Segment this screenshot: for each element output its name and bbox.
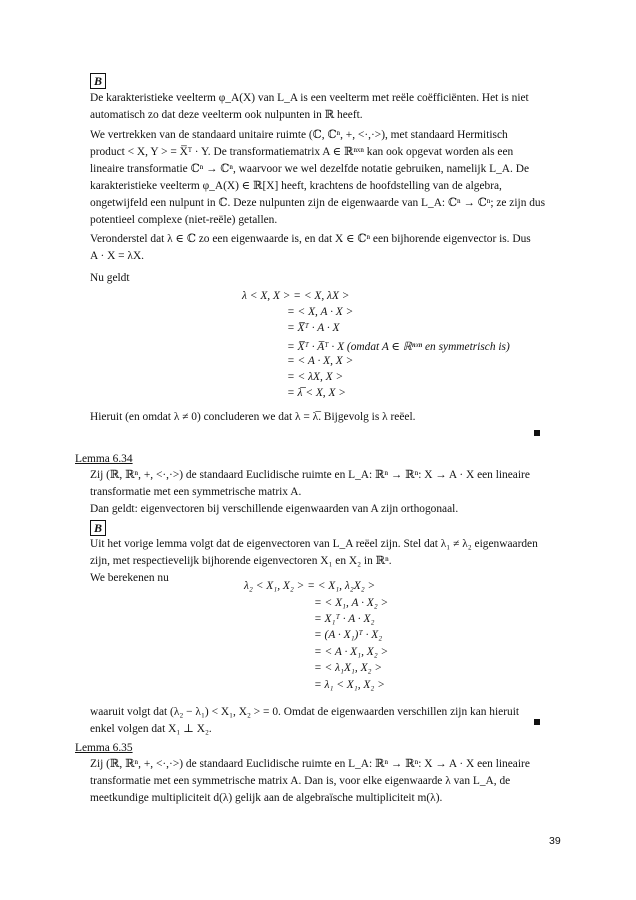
text-line: product < X, Y > = X̅ᵀ · Y. De transformatiematrix A ∈ ℝⁿˣⁿ kan ook opgevat worden als een [90, 146, 514, 158]
equation-line: = < A · X₁, X₂ > [314, 646, 389, 658]
conclusion-text: Hieruit (en omdat λ ≠ 0) concluderen we dat λ = λ̅. Bijgevolg is λ reëel. [90, 411, 416, 423]
equation-line: = λ₁ < X₁, X₂ > [314, 679, 385, 691]
text-line: potentieel complexe (niet-reële) getallen. [90, 214, 278, 226]
conclusion-paragraph [90, 704, 552, 738]
text-line: We vertrekken van de standaard unitaire ruimte (ℂ, ℂⁿ, +, <·,·>), met standaard Hermitisch [90, 129, 508, 141]
text-line: De karakteristieke veelterm φ_A(X) van L_A is een veelterm met reële coëfficiënten. Het is niet [90, 92, 529, 104]
text-line: transformatie met een symmetrische matrix A. [90, 486, 302, 498]
text-line: lineaire transformatie ℂⁿ → ℂⁿ, waarvoor we wel dezelfde notatie gebruiken, namelijk L_A. De [90, 163, 530, 175]
text-line: Uit het vorige lemma volgt dat de eigenvectoren van L_A reëel zijn. Stel dat λ₁ ≠ λ₂ eigenwaarden [90, 538, 538, 550]
text-line: waaruit volgt dat (λ₂ − λ₁) < X₁, X₂ > = 0. Omdat de eigenwaarden verschillen zijn kan hieruit [90, 706, 520, 718]
text-line: meetkundige multipliciteit d(λ) gelijk aan de algebraïsche multipliciteit m(λ). [90, 792, 443, 804]
lemma-statement [90, 756, 560, 807]
qed-mark [534, 719, 540, 725]
equation-line: = < λ₁X₁, X₂ > [314, 662, 383, 674]
lemma-title: Lemma 6.34 [75, 453, 133, 465]
text-line: Zij (ℝ, ℝⁿ, +, <·,·>) de standaard Euclidische ruimte en L_A: ℝⁿ → ℝⁿ: X → A · X een lineaire [90, 758, 530, 770]
qed-mark [534, 430, 540, 436]
text-line: transformatie met een symmetrische matrix A. Dan is, voor elke eigenwaarde λ van L_A, de [90, 775, 511, 787]
eigenvalue-assumption-paragraph [90, 231, 552, 265]
text-line: karakteristieke veelterm φ_A(X) ∈ ℝ[X] heeft, krachtens de hoofdstelling van de algebra, [90, 180, 502, 192]
equation-line: λ < X, X > = < X, λX > [242, 290, 350, 302]
lemma-title: Lemma 6.35 [75, 742, 133, 754]
page-number: 39 [549, 835, 561, 847]
equation-line: = < A · X, X > [287, 355, 354, 367]
text-line: ongetwijfeld een nulpunt in ℂ. Deze nulpunten zijn de eigenwaarde van L_A: ℂⁿ → ℂⁿ; ze zijn dus [90, 197, 546, 209]
equation-line: = < X₁, A · X₂ > [314, 597, 389, 609]
text-line: zijn, met respectievelijk bijhorende eigenvectoren X₁ en X₂ in ℝⁿ. [90, 555, 392, 567]
unitary-space-paragraph [90, 127, 552, 229]
equation-line: = X̅ᵀ · A · X [287, 322, 340, 334]
lemma-statement [90, 467, 560, 518]
proof-box-label: B [90, 73, 106, 89]
intro-paragraph [90, 90, 552, 124]
equation-line: = λ̅ < X, X > [287, 387, 346, 399]
text-line: Dan geldt: eigenvectoren bij verschillende eigenwaarden van A zijn orthogonaal. [90, 503, 459, 515]
equation-line: = < λX, X > [287, 371, 344, 383]
equation-line: = (A · X₁)ᵀ · X₂ [314, 629, 383, 641]
text-line: automatisch zo dat deze veelterm ook nulpunten in ℝ heeft. [90, 109, 363, 121]
equation-line: = X̅ᵀ · A̅ᵀ · X (omdat A ∈ ℝⁿˣⁿ en symmetrisch is) [287, 341, 510, 353]
equation-line: λ₂ < X₁, X₂ > = < X₁, λ₂X₂ > [244, 580, 376, 592]
equation-line: = < X, A · X > [287, 306, 354, 318]
text-line: A · X = λX. [90, 250, 145, 262]
text-line: Veronderstel dat λ ∈ ℂ zo een eigenwaarde is, en dat X ∈ ℂⁿ een bijhorende eigenvector is. Dus [90, 233, 531, 245]
text-line: Zij (ℝ, ℝⁿ, +, <·,·>) de standaard Euclidische ruimte en L_A: ℝⁿ → ℝⁿ: X → A · X een lineaire [90, 469, 530, 481]
nu-geldt-text: Nu geldt [90, 272, 130, 284]
text-line: We berekenen nu [90, 572, 169, 584]
text-line: enkel volgen dat X₁ ⊥ X₂. [90, 723, 212, 735]
proof-box-label: B [90, 520, 106, 536]
equation-line: = X₁ᵀ · A · X₂ [314, 613, 375, 625]
